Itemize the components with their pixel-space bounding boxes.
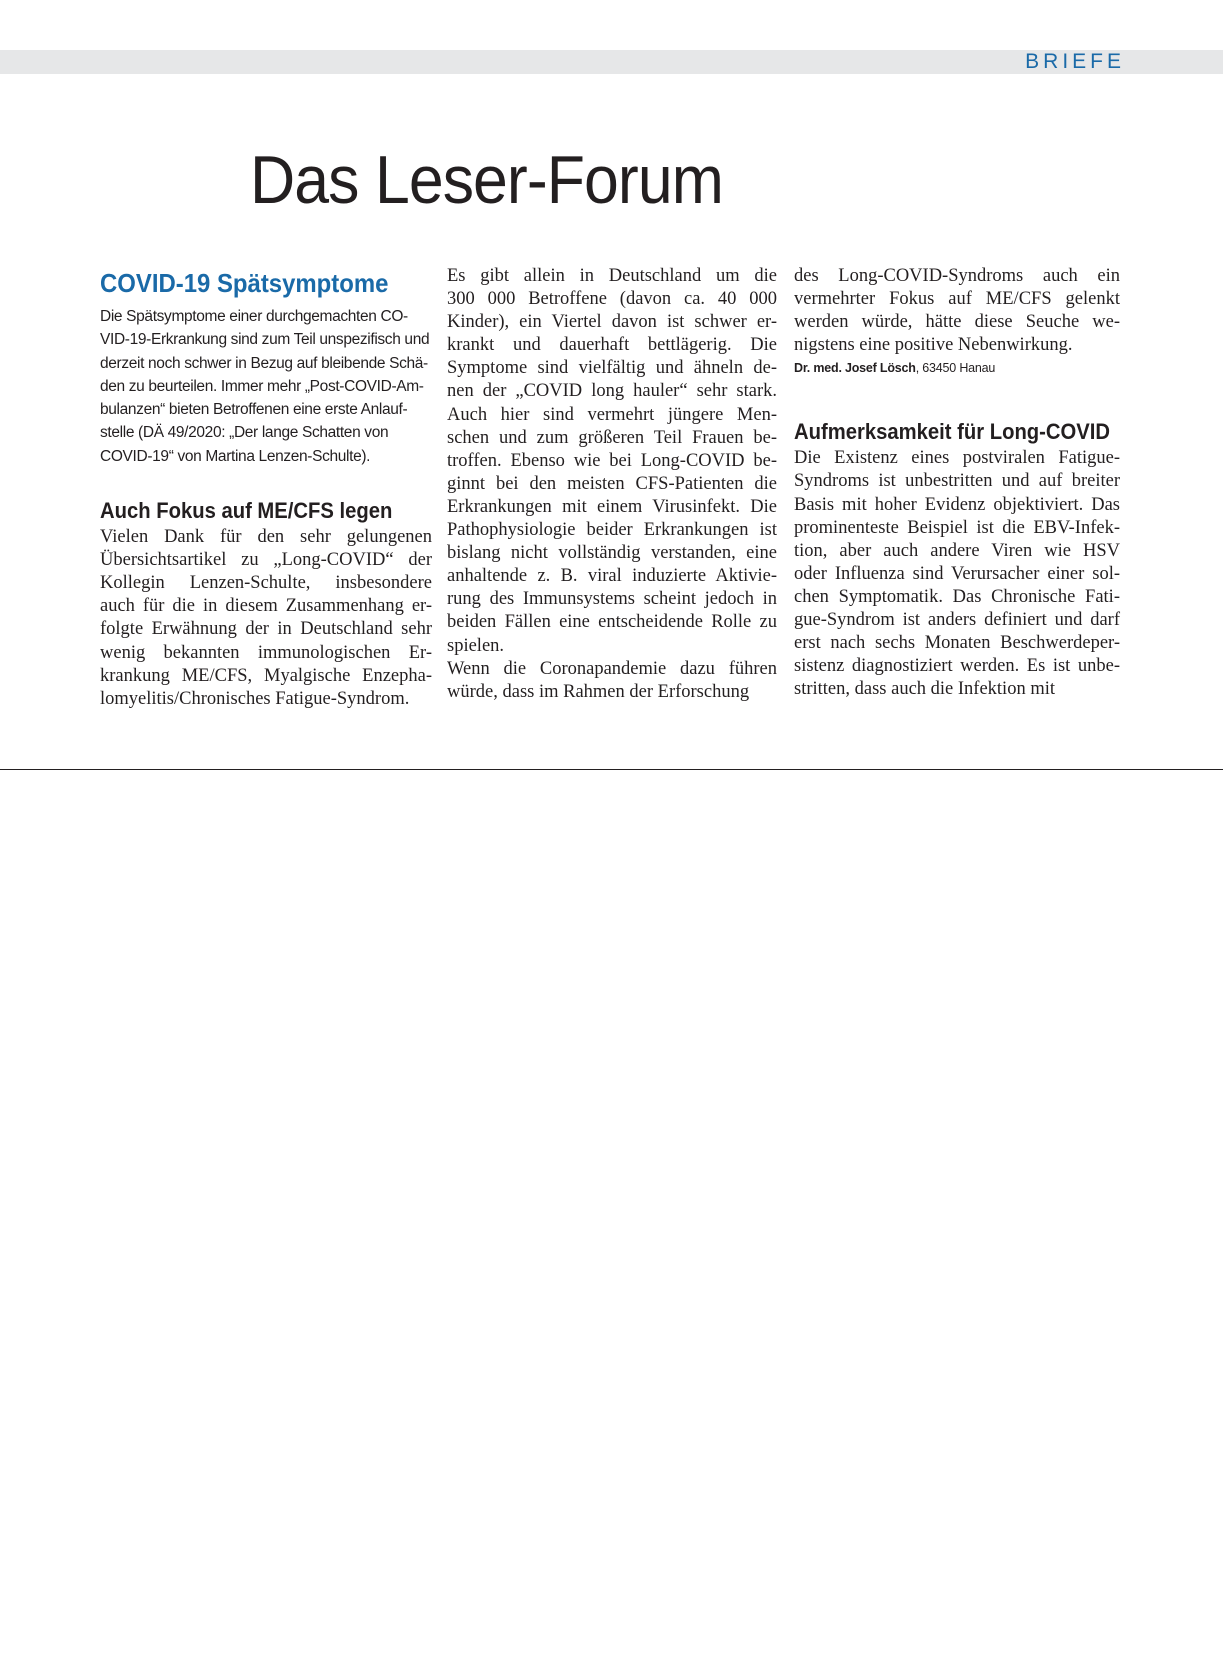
body-line: troffen. Ebenso wie bei Long-COVID be- [447, 450, 777, 471]
letter-1-body-part-1 [100, 526, 432, 711]
body-line: bislang nicht vollständig verstanden, eine [447, 543, 777, 564]
signature-name: Dr. med. Josef Lösch [794, 361, 916, 376]
body-line: würde, dass im Rahmen der Erforschung [447, 681, 750, 702]
body-line: wenig bekannten immunologischen Er- [100, 642, 432, 663]
body-line: krankung ME/CFS, Myalgische Enzepha- [100, 665, 432, 686]
body-line: Übersichtsartikel zu „Long-COVID“ der [100, 550, 432, 571]
letter-heading-2: Aufmerksamkeit für Long-COVID [794, 419, 1111, 445]
body-line: werden würde, hätte diese Seuche we- [794, 312, 1120, 333]
section-label: BRIEFE [1025, 50, 1125, 73]
body-line: spielen. [447, 635, 505, 656]
teaser-line: COVID-19“ von Martina Lenzen-Schulte). [100, 447, 371, 465]
body-line: nen der „COVID long hauler“ sehr stark. [447, 381, 777, 402]
letter-1-body-part-2 [447, 265, 777, 704]
body-line: Wenn die Coronapandemie dazu führen [447, 658, 777, 679]
lead-heading: COVID-19 Spätsymptome [100, 268, 389, 298]
body-line: prominenteste Beispiel ist die EBV-Infek- [794, 517, 1120, 538]
body-line: folgte Erwähnung der in Deutschland sehr [100, 619, 432, 640]
body-line: schen und zum größeren Teil Frauen be- [447, 427, 777, 448]
body-line: krankt und dauerhaft bettlägerig. Die [447, 335, 777, 356]
body-line: chen Symptomatik. Das Chronische Fati- [794, 586, 1120, 607]
column-3 [794, 265, 1120, 701]
body-line: Die Existenz eines postviralen Fatigue- [794, 448, 1120, 469]
bottom-rule [0, 769, 1223, 770]
letter-1-signature [794, 359, 1120, 377]
letter-2-body [794, 447, 1120, 701]
letter-1-body-part-3 [794, 265, 1120, 357]
body-line: anhaltende z. B. viral induzierte Aktivie- [447, 566, 777, 587]
body-line: auch für die in diesem Zusammenhang er- [100, 596, 432, 617]
page-title: Das Leser-Forum [250, 142, 723, 218]
lead-teaser [100, 305, 432, 468]
body-line: Erkrankungen mit einem Virusinfekt. Die [447, 496, 777, 517]
signature-place: , 63450 Hanau [915, 361, 996, 376]
body-line: vermehrter Fokus auf ME/CFS gelenkt [794, 289, 1120, 310]
teaser-line: VID-19-Erkrankung sind zum Teil unspezifisch und [100, 331, 430, 349]
body-line: rung des Immunsystems scheint jedoch in [447, 589, 777, 610]
body-line: stritten, dass auch die Infektion mit [794, 679, 1055, 700]
body-line: des Long-COVID-Syndroms auch ein [794, 266, 1120, 286]
teaser-line: derzeit noch schwer in Bezug auf bleibende Schä- [100, 354, 428, 372]
body-line: Symptome sind vielfältig und ähneln de- [447, 358, 777, 379]
body-line: erst nach sechs Monaten Beschwerdeper- [794, 633, 1120, 654]
body-line: 300 000 Betroffene (davon ca. 40 000 [447, 289, 777, 310]
letter-heading-1: Auch Fokus auf ME/CFS legen [100, 498, 393, 524]
teaser-line: Die Spätsymptome einer durchgemachten CO- [100, 308, 408, 325]
body-line: sistenz diagnostiziert werden. Es ist unbe- [794, 656, 1120, 677]
body-line: Es gibt allein in Deutschland um die [447, 266, 777, 286]
body-line: Syndroms ist unbestritten und auf breiter [794, 471, 1120, 492]
teaser-line: bulanzen“ bieten Betroffenen eine erste Anlauf- [100, 401, 408, 419]
body-line: Auch hier sind vermehrt jüngere Men- [447, 404, 777, 425]
body-line: Kinder), ein Viertel davon ist schwer er- [447, 312, 777, 333]
teaser-line: den zu beurteilen. Immer mehr „Post-COVID-Am- [100, 377, 424, 395]
column-2 [447, 265, 777, 704]
body-line: beiden Fällen eine entscheidende Rolle zu [447, 612, 777, 633]
body-line: Vielen Dank für den sehr gelungenen [100, 527, 432, 548]
body-line: lomyelitis/Chronisches Fatigue-Syndrom. [100, 688, 410, 709]
body-line: ginnt bei den meisten CFS-Patienten die [447, 473, 777, 494]
body-line: Basis mit hoher Evidenz objektiviert. Das [794, 494, 1120, 515]
teaser-line: stelle (DÄ 49/2020: „Der lange Schatten von [100, 424, 389, 442]
body-line: tion, aber auch andere Viren wie HSV [794, 540, 1120, 561]
spacer [100, 468, 432, 496]
body-line: Pathophysiologie beider Erkrankungen ist [447, 520, 777, 541]
column-1 [100, 265, 432, 711]
body-line: oder Influenza sind Verursacher einer sol- [794, 563, 1120, 584]
body-line: gue-Syndrom ist anders definiert und darf [794, 610, 1120, 631]
body-line: Kollegin Lenzen-Schulte, insbesondere [100, 573, 432, 594]
body-line: nigstens eine positive Nebenwirkung. [794, 335, 1073, 356]
spacer [794, 377, 1120, 417]
